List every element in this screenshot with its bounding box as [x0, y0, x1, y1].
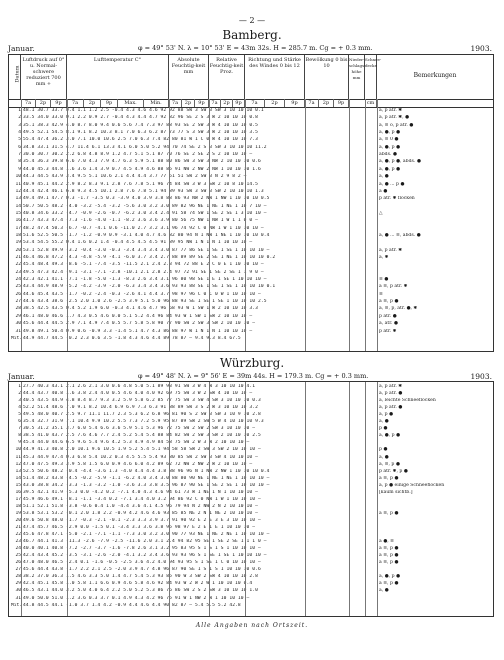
row-day: 25	[15, 284, 21, 290]
row-values: 45.6 47.8 47.1 -5.0 -2.1 -7.1 -1.1 -7.3 3.0 3.2 3.0 90 77 93 NE 1 NE 2 NE 1 10 10 10 —	[23, 532, 270, 538]
header-snow: Schnee-decke	[365, 55, 377, 99]
row-values: 44.4 42.4 46.1 6.8 9.3 4.5 10.1 2.8 7.6 7.8 5.1 94 89 93 SW 3 SW 3 SW 2 10 10 10 1.3	[23, 188, 264, 194]
row-values: 38.5 41.0 43.7 2.5 7.6 4.6 7.7 2.4 5.2 5.4 5.4 88 84 82 SW 2 SW 3 SW 2 10 10 10 2.5	[23, 433, 261, 439]
row-values: 48.2 47.4 50.3 -6.7 -0.7 -4.1 0.6 -11.0 2.7 3.2 3.1 96 74 92 C 0 NW 1 W 1 10 10 10 —	[23, 225, 264, 231]
row-values: 46.7 44.1 41.3 -11.3 -2.6 -7.9 -2.5 -11.6 2.0 3.1 2.4 94 82 95 SE 1 SE 2 SE 1 1 1 0 —	[23, 539, 267, 545]
row-values: 35.1 38.3 42.9 4.0 8.7 8.0 9.4 0.6 5.6 7.4 7.3 97 88 93 SE 2 SW 3 W 4 10 10 10 0.5	[23, 122, 258, 128]
subheader-cell: 2p	[36, 99, 51, 107]
row-remark: △	[379, 210, 383, 216]
subheader-cell: 9p	[195, 99, 209, 107]
station-coordinates: φ = 49° 53' N. λ = 10° 53' E = 43m 32s. H = 285.7 m. Cg = + 0.3 mm.	[138, 44, 373, 52]
row-day: 26	[15, 560, 21, 566]
header-temperature: Lufttemperatur C°	[67, 55, 169, 99]
row-values: 46.4 46.8 47.2 -4.3 -4.8 -5.9 -4.1 -6.0 3.7 3.4 2.7 88 89 89 SE 2 SE 1 NE 1 10 10 10 0.2	[23, 255, 276, 260]
table-row	[9, 336, 493, 343]
row-day: 25	[15, 553, 21, 559]
row-remark: a ≡, p ●	[379, 510, 399, 516]
row-values: 44.8 44.5 44.1 -1.0 3.7 1.4 4.2 -0.9 4.4 4.6 4.4 90 82 87 — 5.4 5.5 5.2 42.8	[23, 602, 241, 608]
row-values: 51.6 52.5 50.5 -1.7 -1.2 -0.9 0.9 -3.1 4.0 4.7 4.6 82 80 94 N 1 NW 1 NE 1 10 10 10 0.4	[23, 232, 270, 238]
year-label: 1903.	[470, 372, 492, 381]
row-remark: a ≡, p ●	[379, 560, 399, 566]
row-day: 26	[15, 291, 21, 297]
row-remark: a, ●	[379, 174, 389, 180]
row-remark: a, p ● einige Schneeflocken	[379, 482, 445, 488]
table-row	[9, 204, 493, 211]
row-remark: a, p atr. ✱	[379, 247, 403, 253]
row-values: 49.5 52.1 54.5 8.1 9.1 8.2 10.3 8.1 7.0 6.3 6.2 87 73 77 S 3 SW 3 W 2 10 10 10 3.5	[23, 130, 258, 136]
row-day: 14	[15, 203, 21, 209]
row-day: 6	[18, 419, 21, 425]
row-remark: a, p atr. ●	[379, 405, 403, 411]
row-values: 49.4 49.1 47.7 0.3 -1.7 -3.5 0.3 -3.9 4.0 3.9 3.8 88 86 93 NW 2 NW 1 NW 1 10 10 10 0.5	[23, 196, 270, 202]
header-precip: Nieder-schlags-höhe mm	[349, 55, 365, 99]
row-values: 42.4 43.4 45.2 -3.5 -3.1 -2.6 -2.0 -4.1 3.2 3.4 3.6 93 93 96 S 1 SE 1 SE 1 10 10 10 —	[23, 553, 267, 559]
table-row	[9, 321, 493, 328]
row-remark: a, p atr. ✱, ●	[379, 115, 410, 121]
row-day: 23	[15, 539, 21, 545]
table-row	[9, 277, 493, 284]
table-row	[9, 292, 493, 299]
row-day: 17	[15, 225, 21, 231]
subheader-cell: 2p	[84, 99, 101, 107]
subheader-cell: 2p	[265, 99, 285, 107]
row-values: 47.0 47.5 49.3 3.9 5.8 1.5 6.0 0.9 4.6 6.0 4.2 89 62 72 NW 2 NW 2 W 2 10 10 10 —	[23, 461, 253, 467]
row-day: 14	[15, 475, 21, 481]
month-label: Januar.	[8, 44, 35, 53]
row-values: 42.3 42.1 41.1 -7.1 -1.8 -5.0 -1.3 -8.3 2.6 3.4 3.1 96 80 98 SE 1 E 1 SE 1 10 10 10 —	[23, 277, 267, 283]
table-row	[9, 255, 493, 262]
row-day: 22	[15, 532, 21, 538]
row-values: 49.6 50.8 48.0 -1.7 -0.3 -2.1 -0.1 -2.3 3.3 3.9 3.7 91 90 92 E 2 E 3 E 3 10 10 10 —	[23, 517, 261, 523]
table-row	[9, 196, 493, 203]
row-day: 19	[15, 510, 21, 516]
row-remark: a, ● ... ≡, abds. ●	[379, 232, 421, 238]
row-remark: a, ●, p ●, abds. ●	[379, 159, 421, 165]
row-day: 12	[15, 461, 21, 467]
row-day: 24	[15, 546, 21, 552]
row-values: 47.0 48.0 46.5 -2.4 0.1 -1.6 -0.5 -2.5 3.6 4.2 4.0 94 93 95 S 1 SE 1 C 0 10 10 10 —	[23, 560, 261, 566]
subheader-cell: 7a	[67, 99, 84, 107]
row-day: 27	[15, 567, 21, 573]
row-remark: a, ●, p ●	[379, 144, 400, 150]
table-row	[9, 603, 493, 610]
row-remark: a, ●, p ●	[379, 574, 400, 580]
table-row	[9, 211, 493, 218]
row-remark: a, ✱	[379, 255, 389, 260]
row-day: 7	[18, 152, 21, 158]
row-values: 41.7 43.3 47.4 -7.3 -1.6 -4.0 -1.1 -8.2 3.6 3.6 3.9 80 56 75 NW 1 NW 1 W 1 1 0 0 —	[23, 218, 258, 224]
table-row	[9, 137, 493, 144]
table-row	[9, 189, 493, 196]
row-remark: a, atr. ●	[379, 321, 398, 327]
row-day: 20	[15, 517, 21, 523]
row-remark: p atr. ●	[379, 313, 397, 319]
row-remark: a ●, ≡	[379, 539, 394, 545]
row-day: 1	[18, 108, 21, 113]
row-values: 51.1 52.1 51.8 -3.8 -0.6 0.4 1.0 -4.4 3.6 4.1 4.5 96 79 94 N 2 NW 2 N 2 10 10 10 —	[23, 503, 258, 509]
row-day: 16	[15, 489, 21, 495]
row-remark: a, ≡, p ●	[379, 461, 400, 467]
row-day: 12	[15, 188, 21, 194]
row-values: 45.4 44.0 44.6 6.5 9.6 5.4 9.6 4.2 5.3 4.9 4.9 84 58 75 SW 2 W 3 W 2 10 10 10 —	[23, 440, 250, 446]
row-day: 28	[15, 574, 21, 580]
row-values: 53.8 53.1 53.2 -0.1 2.0 1.8 2.2 -0.9 4.2 4.6 4.6 93 85 85 NE 2 N 1 NE 2 10 10 10 —	[23, 510, 258, 516]
row-values: 44.9 44.7 44.5 -0.2 2.3 0.6 3.5 -1.8 4.3 4.6 4.4 89 78 87 — 9.4 9.3 8.4 67.5	[23, 335, 241, 341]
row-values: 33.5 34.0 33.0 0.1 2.2 0.9 2.7 -0.4 4.3 4.4 4.7 92 82 96 SE 2 S 3 W 2 10 10 10 0.8	[23, 115, 258, 121]
row-day: 9	[18, 166, 21, 172]
row-day: Mit.	[11, 335, 23, 341]
row-day: 15	[15, 210, 21, 216]
row-day: 17	[15, 496, 21, 502]
row-values: 45.3 44.9 47.4 0.3 6.8 5.4 10.2 0.3 4.5 5.5 5.4 93 80 85 SW 2 SW 3 SW 4 10 10 10 —	[23, 454, 258, 460]
row-values: 49.0 50.0 51.0 1.2 3.6 0.3 3.7 0.1 4.9 4.3 4.2 96 75 91 W 1 NW 2 W 1 10 10 10 —	[23, 595, 250, 601]
row-values: 40.8 34.6 33.2 -4.7 -0.9 -2.6 -0.7 -6.2 3.0 3.4 2.4 91 58 74 SW 1 SE 2 SE 1 3 10 10 —	[23, 210, 267, 216]
row-remark: p ●	[379, 426, 388, 432]
row-remark: a ≡, p ●	[379, 581, 399, 587]
row-values: 40.9 45.1 44.2 2.9 8.2 8.3 9.1 2.8 7.6 7.8 5.1 96 74 84 SW 3 W 3 SW 2 10 8 10 14.5	[23, 181, 258, 187]
row-values: 44.9 41.3 40.8 2.0 10.1 9.6 10.5 1.9 5.2 5.4 5.1 94 58 58 SW 2 SW 3 SW 2 10 10 10 —	[23, 447, 261, 453]
row-day: 29	[15, 581, 21, 587]
row-day: 9	[18, 440, 21, 446]
table-row	[9, 314, 493, 321]
subheader-cell: 7a	[169, 99, 182, 107]
table-row	[9, 115, 493, 122]
row-values: 43.0 38.8 34.2 -3.3 -1.3 -3.2 -1.0 -3.6 3.3 3.8 3.5 96 87 90 SE 1 SE 2 SE 1 10 10 10 —	[23, 482, 270, 488]
row-values: 45.6 44.4 43.8 -1.7 2.2 2.1 2.5 -2.0 3.9 4.7 4.8 96 87 90 SE 1 S 1 S 1 10 10 10 0.6	[23, 567, 261, 573]
table-row	[9, 329, 493, 336]
subheader-cell: 7a	[305, 99, 319, 107]
row-values: 52.5 50.6 48.2 -0.4 -4.4 -3.6 1.3 -4.0 4.4 4.4 3.8 88 96 96 N 1 NW 2 NW 1 10 10 10 0.4	[23, 468, 270, 474]
row-values: 43.4 44.9 48.9 -5.2 -4.2 -3.9 -2.0 -6.3 3.4 3.4 3.6 93 93 88 SE 1 SE 1 SE 1 10 10 10 0.1	[23, 284, 276, 290]
row-day: 19	[15, 240, 21, 246]
table-row	[9, 306, 493, 313]
row-remark: a, leichte Schneeflocken	[379, 398, 436, 404]
row-remark: p atr. ✱	[379, 328, 397, 334]
row-values: 51.4 48.2 43.8 -4.5 -0.2 -5.9 -1.1 -6.2 4.0 3.4 3.0 88 80 90 NE 1 NE 1 NE 1 10 10 10 —	[23, 475, 270, 481]
row-day: 30	[15, 588, 21, 594]
table-row	[9, 182, 493, 189]
row-day: 10	[15, 174, 21, 180]
row-remark: p atr. ✱ flocken	[379, 196, 415, 202]
observation-table-bamberg	[8, 54, 494, 352]
row-day: 29	[15, 313, 21, 319]
table-row	[9, 152, 493, 159]
row-day: 5	[18, 137, 21, 143]
row-remark: a, ●, p ●	[379, 130, 400, 136]
subheader-cell: 2p	[221, 99, 233, 107]
row-remark: a, ●, p ●	[379, 433, 400, 439]
table-row	[9, 167, 493, 174]
row-values: 53.4 54.5 55.2 0.4 1.6 0.2 1.4 -0.4 4.5 4.5 4.5 91 89 95 NW 1 N 1 N 1 10 10 10 —	[23, 240, 253, 246]
row-remark: p atr. ✱, p ●	[379, 468, 408, 474]
row-values: 27.7 40.3 43.1 2.1 2.6 2.1 3.0 0.6 4.8 5.0 5.1 89 93 91 SW 3 W 4 W 3 10 10 10 4.1	[23, 384, 256, 389]
subheader-cell: 2p	[182, 99, 195, 107]
row-remark: ≡	[379, 291, 383, 297]
row-day: 5	[18, 412, 21, 418]
month-label: Januar.	[8, 372, 35, 381]
row-day: 11	[15, 454, 21, 460]
table-row	[9, 284, 493, 291]
row-remark: a, ≡ o, p atr. ●	[379, 122, 414, 128]
table-row	[9, 270, 493, 277]
row-values: 40.0 40.1 40.8 -7.2 -2.7 -3.7 -1.6 -7.8 2.6 3.1 3.2 95 83 95 S 1 S 1 S 1 10 10 10 —	[23, 546, 261, 552]
row-remark: a ≡, p ●	[379, 546, 399, 552]
row-remark: a, p atr. ✱	[379, 384, 403, 389]
row-day: 10	[15, 447, 21, 453]
row-remark: a ≡, p atr. ✱	[379, 284, 408, 290]
header-abs-humidity: Absolute Feuchtig-keit mm	[169, 55, 209, 99]
row-values: 48.1 30.7 33.7 0.4 1.1 1.2 2.5 -0.4 4.3 4.6 4.6 92 92 88 SW 3 SW 3 SW 3 10 10 10 0.1	[23, 108, 264, 113]
subheader-cell: 9p	[334, 99, 349, 107]
row-day: 13	[15, 196, 21, 202]
table-header	[9, 55, 493, 100]
subheader-cell: Min.	[144, 99, 169, 107]
row-remark: a, p atr. ●	[379, 391, 403, 397]
row-day: 18	[15, 503, 21, 509]
row-values: 44.6 43.4 38.6 -2.5 2.0 1.0 2.6 -2.5 3.9 5.1 5.0 96 88 93 SE 1 SE 1 SE 1 10 10 10 2.5	[23, 299, 267, 305]
row-remark: a, ●, p ●	[379, 166, 400, 172]
subheader-cell: 7a	[209, 99, 221, 107]
header-remarks: Bemerkungen	[413, 72, 457, 79]
row-values: 46.1 48.0 46.6 1.7 4.3 0.5 4.6 0.0 5.1 5.2 4.4 96 84 93 W 1 SW 1 SW 2 10 10 10 —	[23, 313, 253, 319]
row-values: 44.6 45.4 43.5 -1.7 -0.2 -2.4 -0.3 -2.6 4.1 4.4 3.7 98 97 96 C 0 C 0 W 1 10 10 10 —	[23, 291, 261, 297]
row-day: 21	[15, 255, 21, 260]
row-day: 1	[18, 384, 21, 389]
row-remark: p ●	[379, 447, 388, 453]
row-remark: ≡ ●	[379, 277, 389, 283]
row-day: 31	[15, 328, 21, 334]
subheader-cell: cm	[365, 99, 377, 107]
row-remark: a ≡, p ●	[379, 299, 399, 305]
row-day: 11	[15, 181, 21, 187]
row-day: 8	[18, 159, 21, 165]
row-values: 47.4 45.7 46.5 -2.9 0.0 -1.5 0.1 -3.4 3.3 3.6 3.8 95 98 97 E 2 E 1 E 1 10 10 10 —	[23, 525, 256, 530]
row-remark: a, ●	[379, 588, 389, 594]
row-values: 34.8 33.1 31.5 4.7 11.4 6.1 13.3 4.1 6.0 5.0 5.2 94 70 74 SE 2 S 3 SW 3 10 10 10 11.2	[23, 144, 267, 150]
subheader-cell: 9p	[233, 99, 245, 107]
footer-note: Alle Angaben nach Ortszeit.	[195, 622, 309, 629]
row-day: 4	[18, 405, 21, 411]
header-day: Datum	[9, 55, 21, 99]
row-remark: a, ●	[379, 454, 389, 460]
table-row	[9, 226, 493, 233]
station-coordinates: φ = 49° 48' N. λ = 9° 56' E = 39m 44s. H = 179.3 m. Cg = + 0.3 mm.	[138, 372, 369, 380]
row-day: 30	[15, 321, 21, 327]
row-day: 8	[18, 433, 21, 439]
row-values: 49.5 48.0 40.7 2.5 9.7 11.1 11.7 2.3 5.3 6.2 6.8 96 81 90 S 2 SW 3 SW 3 10 9 10 2.8	[23, 412, 261, 418]
row-values: 45.6 44.4 44.5 2.9 7.1 4.9 7.4 0.5 5.7 5.8 5.8 90 77 90 SW 2 SW 3 SW 2 10 10 10 —	[23, 321, 256, 327]
table-row	[9, 262, 493, 269]
row-values: 49.8 49.1 50.4 0.9 0.6 -0.9 3.3 -1.4 5.1 4.7 4.3 86 88 97 W 1 N 1 N 1 10 10 10 —	[23, 328, 253, 334]
row-day: 27	[15, 299, 21, 305]
row-values: 42.4 45.1 45.8 1.0 5.8 1.1 6.6 0.9 4.6 5.8 4.6 92 84 93 W 2 W 2 W 1 10 10 10 0.4	[23, 581, 253, 587]
page-number: — 2 —	[238, 16, 266, 25]
row-remark: [kaum sichtb.]	[379, 489, 413, 495]
row-day: 20	[15, 247, 21, 253]
year-label: 1903.	[470, 44, 492, 53]
row-day: 15	[15, 482, 21, 488]
row-values: 38.2 37.0 36.3 1.5 4.6 3.3 5.0 1.4 4.7 5.4 5.3 93 85 90 W 3 SW 2 SW 4 10 10 10 2.8	[23, 574, 258, 580]
row-values: 49.5 47.3 42.4 -9.1 -3.1 -7.1 -2.8 -10.1 2.1 2.8 2.4 97 72 91 SE 1 SE 2 SE 1 1 9 0 —	[23, 269, 264, 275]
row-day: 16	[15, 218, 21, 224]
row-day: Mit.	[11, 602, 23, 608]
row-values: 44.4 43.7 40.8 1.6 3.8 2.4 4.0 0.5 4.6 4.0 4.0 92 69 75 SW 3 W 2 SW 4 10 10 10 —	[23, 391, 253, 397]
header-wind: Richtung und Stärke des Windes 0 bis 12	[245, 55, 305, 99]
row-remark: a, p atr. ✱	[379, 108, 403, 113]
row-values: 30.0 30.7 30.2 2.2 6.8 4.8 8.9 1.2 4.7 5.1 5.1 87 70 76 SE 2 SE 2 S 2 10 10 10 —	[23, 152, 253, 158]
row-remark: a, ≡, p, atr. ●, ✱	[379, 306, 418, 312]
row-day: 28	[15, 306, 21, 312]
station-title-bamberg: Bamberg.	[222, 28, 282, 42]
row-remark: a, ● ... p ●	[379, 181, 405, 187]
row-values: 44.3 44.5 43.9 3.4 9.5 5.1 10.6 2.1 4.4 4.4 3.7 77 51 51 SW 2 SW 3 N 2 9 8 2 —	[23, 174, 247, 180]
row-values: 55.4 47.4 36.2 3.0 7.1 10.0 10.6 2.5 7.0 6.3 7.4 82 80 81 W 1 C 0 W 4 10 10 10 7.3	[23, 137, 258, 143]
row-values: 30.5 31.2 35.1 3.7 6.0 5.4 6.6 3.6 5.9 5.1 5.3 96 72 75 SW 2 SW 2 SW 3 10 10 10 —	[23, 426, 256, 432]
row-values: 44.0 45.3 44.8 1.6 3.6 1.4 3.9 0.7 4.5 4.9 4.6 88 85 91 NW 2 NW 2 NW 1 10 10 10 1.6	[23, 166, 261, 172]
row-day: 2	[18, 391, 21, 397]
row-values: 50.7 50.5 48.2 -4.0 -3.2 -5.4 -3.2 -5.6 3.0 3.2 3.0 89 82 96 NE 1 NE 1 NE 1 10 7 10 —	[23, 203, 267, 209]
subheader-cell: 2p	[319, 99, 334, 107]
table-row	[9, 123, 493, 130]
header-rel-humidity: Relative Feuchtig-keit Proz.	[209, 55, 245, 99]
table-row	[9, 130, 493, 137]
row-day: 24	[15, 277, 21, 283]
subheader-cell: 9p	[101, 99, 118, 107]
table-row	[9, 218, 493, 225]
table-row	[9, 108, 493, 115]
row-values: 45.9 46.6 49.1 -8.1 -1.1 -3.4 0.2 -7.1 3.4 4.0 3.2 94 86 92 C 0 NW 1 W 1 10 10 10 —	[23, 496, 261, 502]
row-values: 53.1 52.8 49.9 -3.2 -0.4 -3.0 -0.3 -3.4 3.4 3.4 3.0 87 77 86 SE 1 SE 1 SE 1 10 10 10 —	[23, 247, 270, 253]
subheader-cell: 7a	[245, 99, 265, 107]
row-day: 3	[18, 398, 21, 404]
table-row	[9, 248, 493, 255]
row-day: 2	[18, 115, 21, 121]
table-subheader	[9, 99, 493, 108]
row-values: 39.5 42.1 41.9 -5.3 0.0 -4.2 0.2 -7.1 4.0 4.3 4.6 94 61 73 W 1 NE 1 N 1 10 10 10 —	[23, 489, 258, 495]
row-values: 35.4 36.3 39.8 6.6 7.0 4.3 7.9 4.7 6.3 5.9 5.1 88 80 86 SW 3 SW 3 NW 2 10 10 10 0.6	[23, 159, 261, 165]
row-remark: a ≡, p ●	[379, 553, 399, 559]
row-remark: a, ≡ 0 ●	[379, 137, 399, 143]
subheader-cell: 9p	[51, 99, 67, 107]
row-values: 38.5 42.5 43.5 0.4 5.2 1.9 6.0 -0.3 4.1 4.6 4.7 96 68 93 W 1 SW 1 W 2 10 10 10 3.3	[23, 306, 258, 312]
row-day: 7	[18, 426, 21, 432]
row-day: 22	[15, 262, 21, 268]
row-day: 23	[15, 269, 21, 275]
subheader-cell: 7a	[21, 99, 36, 107]
table-row	[9, 174, 493, 181]
header-cloud: Bewölkung 0 bis 10	[305, 55, 349, 99]
row-remark: a, p ●	[379, 412, 394, 418]
row-values: 45.4 48.4 49.3 -8.6 -5.1 -7.4 -3.5 -11.5 2.1 2.4 2.3 94 72 88 E 2 C 0 E 1 10 10 10 —	[23, 262, 264, 268]
row-values: 46.5 43.1 44.0 3.2 5.0 4.0 6.4 2.2 5.0 5.2 5.3 86 76 86 SW 2 S 2 SW 3 10 10 10 1.0	[23, 588, 258, 594]
subheader-cell: Max.	[118, 99, 144, 107]
subheader-cell: 9p	[285, 99, 305, 107]
table-row	[9, 299, 493, 306]
row-remark: a ●	[379, 188, 388, 194]
row-day: 6	[18, 144, 21, 150]
table-row	[9, 145, 493, 152]
row-day: 3	[18, 122, 21, 128]
row-day: 18	[15, 232, 21, 238]
table-row	[9, 240, 493, 247]
observation-table-wuerzburg	[8, 381, 494, 617]
header-pressure: Luftdruck auf 0° u. Normal-schwere reduziert 700 mm +	[21, 55, 67, 99]
row-remark: a ≡, p ●	[379, 475, 399, 481]
row-day: 4	[18, 130, 21, 136]
station-title-wuerzburg: Würzburg.	[219, 356, 285, 370]
row-remark: a, ●	[379, 419, 389, 425]
row-values: 35.4 32.7 31.9 7.1 10.4 9.9 10.2 5.5 7.3 7.2 5.9 95 87 89 SW 2 SW 5 W 4 10 10 10 9.3	[23, 419, 264, 425]
row-day: 13	[15, 468, 21, 474]
row-day: 21	[15, 525, 21, 530]
row-values: 40.5 43.5 44.9 4.8 8.4 8.7 9.3 3.2 5.9 5.8 6.2 85 77 75 SW 3 SW 4 SW 3 10 10 10 0.3	[23, 398, 261, 404]
table-row	[9, 233, 493, 240]
table-row	[9, 159, 493, 166]
row-remark: abds. ●	[379, 152, 397, 158]
row-values: 52.2 51.4 48.6 7.0 9.1 8.2 10.4 6.9 6.9 7.3 6.3 91 88 89 SW 3 S 2 W 3 10 10 10 3.2	[23, 405, 258, 411]
row-day: 31	[15, 595, 21, 601]
